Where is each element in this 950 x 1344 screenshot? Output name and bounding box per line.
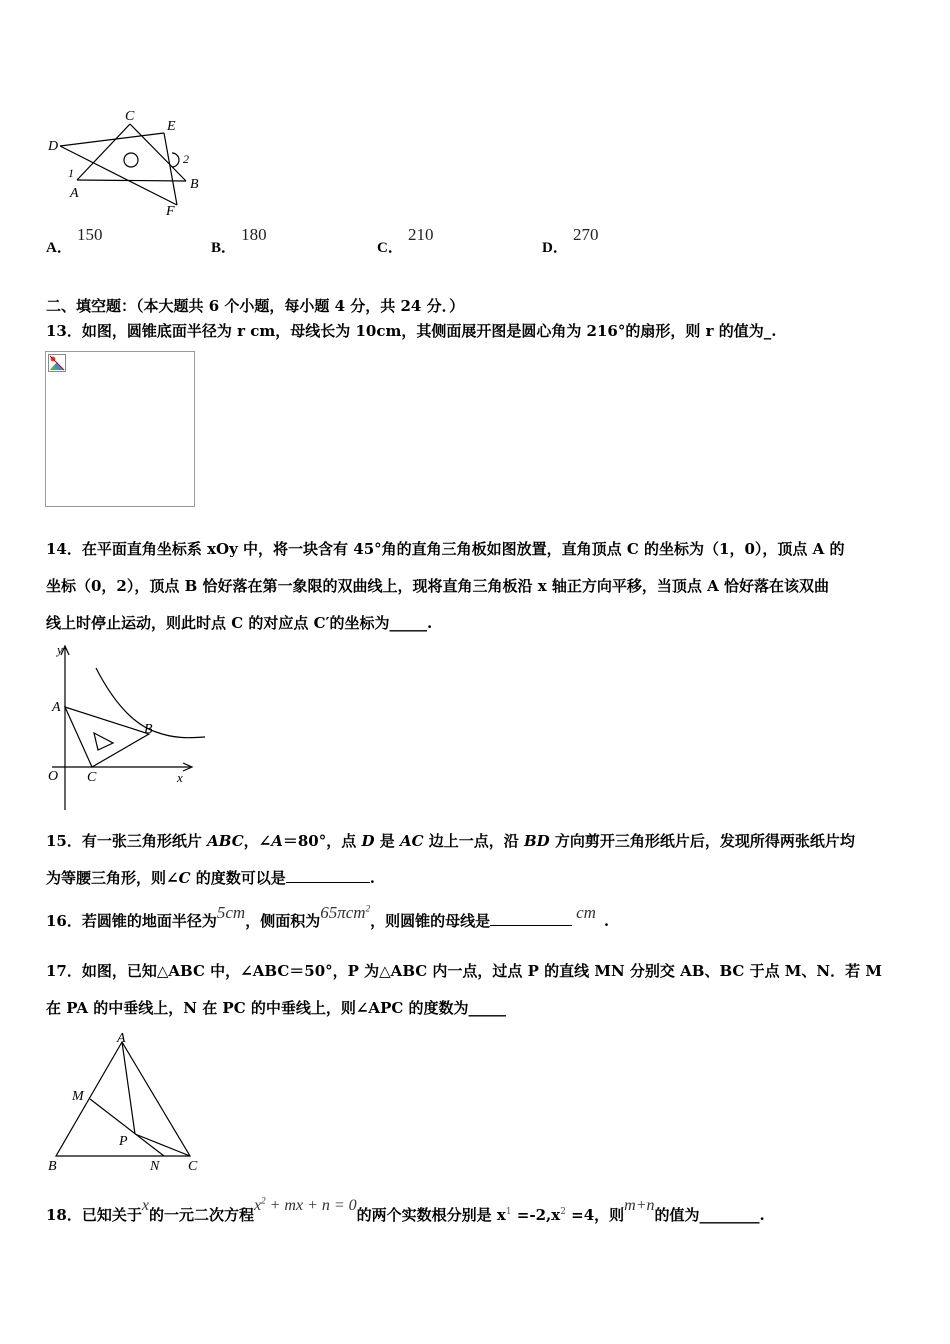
fig17-line-PC — [135, 1134, 190, 1156]
fig12-label-2: 2 — [183, 152, 189, 166]
fig14-inner-triangle — [94, 733, 113, 750]
broken-image-icon — [48, 354, 66, 372]
fig12-label-C: C — [125, 109, 135, 124]
q16-area-exp: 2 — [365, 903, 371, 914]
q18-mid3: =-2,x — [511, 1206, 561, 1224]
fig17-label-C: C — [188, 1159, 198, 1174]
q16-mid: ，侧面积为 — [245, 912, 321, 930]
fig17-label-M: M — [72, 1089, 84, 1104]
q18-mid2: 的两个实数根分别是 x — [356, 1206, 506, 1224]
fig17-line-AP — [122, 1042, 135, 1134]
q15-l1i: 边上一点，沿 — [423, 832, 524, 850]
fig14-triangle — [65, 707, 149, 767]
fig12-label-D: D — [48, 139, 59, 154]
q18-sub1: 1 — [505, 1207, 512, 1217]
fig12-line-AC — [77, 124, 130, 180]
q18-eq-b: + mx + n = 0 — [265, 1197, 357, 1214]
figure-q12 — [40, 105, 220, 220]
fig12-label-A: A — [70, 186, 79, 201]
option-d-value: 270 — [572, 225, 599, 244]
fig12-line-DE — [60, 133, 164, 146]
q18-prefix: 18．已知关于 — [46, 1206, 142, 1224]
fig14-label-B: B — [144, 722, 153, 737]
q14-line2: 坐标（0，2），顶点 B 恰好落在第一象限的双曲线上，现将直角三角板沿 x 轴正方向平移，当顶点 A 恰好落在该双曲 — [46, 577, 829, 595]
option-a[interactable] — [46, 225, 103, 257]
option-d-letter: D． — [542, 240, 568, 256]
fig12-label-B: B — [190, 177, 199, 192]
q18-eq-exp: 2 — [261, 1195, 266, 1206]
q18-line — [46, 1195, 765, 1225]
fig17-label-P: P — [119, 1134, 128, 1149]
q15-l2c: 的度数可以是 — [190, 869, 286, 887]
q16-prefix: 16．若圆锥的地面半径为 — [46, 912, 217, 930]
q15-answer-blank[interactable] — [286, 868, 370, 883]
fig12-line-CB — [130, 124, 186, 181]
fig17-label-A: A — [117, 1031, 126, 1046]
q18-mid4: =4，则 — [565, 1206, 625, 1224]
q15-l2b: C — [178, 869, 191, 887]
figure-q14 — [40, 640, 210, 815]
q15-l1d: A — [271, 832, 283, 850]
fig12-circle — [124, 153, 138, 167]
fig12-label-F: F — [166, 204, 175, 219]
q13-image-placeholder — [45, 351, 195, 507]
q14-line1: 14．在平面直角坐标系 xOy 中，将一块含有 45°角的直角三角板如图放置，直角顶点 C 的坐标为（1，0），顶点 A 的 — [46, 540, 845, 558]
fig14-label-A: A — [52, 700, 61, 715]
q15-l2a: 为等腰三角形，则∠ — [46, 869, 179, 887]
option-b-letter: B． — [211, 240, 237, 256]
q14-line3: 线上时停止运动，则此时点 C 的对应点 C′的坐标为_____. — [46, 614, 433, 632]
fig12-angle-arc — [172, 153, 179, 167]
q15-l1h: AC — [399, 832, 424, 850]
q15-l1j: BD — [523, 832, 550, 850]
q16-answer-blank[interactable] — [490, 911, 572, 926]
fig14-label-x: x — [177, 770, 183, 785]
fig17-label-N: N — [150, 1159, 160, 1174]
q16-radius: 5cm — [216, 903, 246, 922]
fig12-line-AB — [77, 180, 186, 181]
fig14-label-y: y — [57, 642, 63, 657]
q17-line1: 17．如图，已知△ABC 中，∠ABC＝50°，P 为△ABC 内一点，过点 P 的直线 MN 分别交 AB、BC 于点 M、N．若 M — [46, 962, 882, 980]
q18-mid1: 的一元二次方程 — [148, 1206, 254, 1224]
q15-l2d: . — [369, 869, 375, 887]
q18-sub2: 2 — [560, 1207, 566, 1217]
q16-unit: cm — [576, 903, 596, 922]
option-b-value: 180 — [241, 225, 267, 244]
q13-text: 13．如图，圆锥底面半径为 r cm，母线长为 10cm，其侧面展开图是圆心角为 216°的扇形，则 r 的值为_. — [46, 322, 777, 340]
q16-suffix: ，则圆锥的母线是 — [370, 912, 491, 930]
q16-end: . — [603, 912, 610, 930]
q15-l1c: ，∠ — [243, 832, 272, 850]
q15-l1a: 15．有一张三角形纸片 — [46, 832, 208, 850]
q15-l1g: 是 — [374, 832, 400, 850]
q18-suffix: 的值为________. — [654, 1206, 765, 1224]
q15-line1 — [46, 830, 855, 851]
fig12-label-1: 1 — [68, 166, 74, 180]
q16-area — [320, 903, 370, 922]
option-b[interactable] — [211, 225, 267, 257]
option-c-value: 210 — [407, 225, 434, 244]
q18-equation — [254, 1197, 357, 1214]
q15-l1b: ABC — [207, 832, 244, 850]
q17-line2: 在 PA 的中垂线上，N 在 PC 的中垂线上，则∠APC 的度数为_____ — [46, 999, 507, 1017]
q15-l1e: ＝80°，点 — [282, 832, 362, 850]
option-c[interactable] — [377, 225, 434, 257]
option-c-letter: C． — [377, 240, 403, 256]
q15-l1f: D — [361, 832, 375, 850]
option-d[interactable] — [542, 225, 599, 257]
fig12-label-E: E — [167, 119, 176, 134]
q18-expr: m+n — [624, 1197, 655, 1214]
q18-eq-a: x — [254, 1197, 262, 1214]
q16-line — [46, 903, 610, 931]
fig14-label-C: C — [87, 770, 97, 785]
q15-l1k: 方向剪开三角形纸片后，发现所得两张纸片均 — [549, 832, 855, 850]
figure-q17 — [40, 1030, 210, 1175]
q16-area-base: 65πcm — [320, 903, 366, 922]
q18-var: x — [141, 1197, 149, 1214]
option-a-value: 150 — [76, 225, 103, 244]
fig14-label-O: O — [48, 769, 59, 784]
fig17-label-B: B — [48, 1159, 57, 1174]
section-heading: 二、填空题：（本大题共 6 个小题，每小题 4 分，共 24 分．） — [46, 297, 465, 315]
option-a-letter: A． — [46, 240, 72, 256]
q15-line2 — [46, 867, 375, 888]
